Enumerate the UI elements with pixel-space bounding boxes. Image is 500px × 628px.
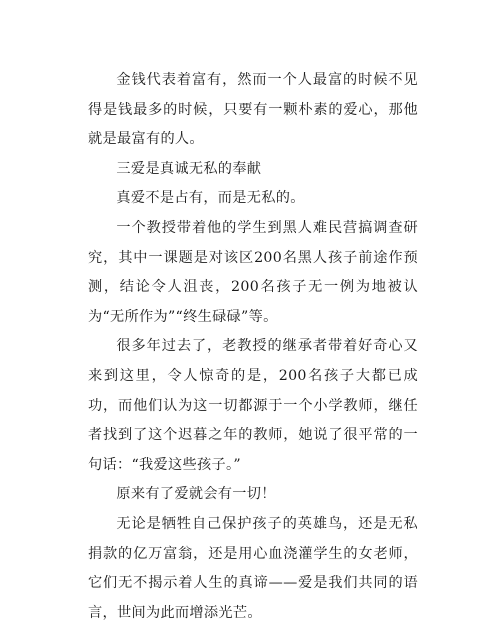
paragraph-professor-study: 一个教授带着他的学生到黑人难民营搞调查研究，其中一课题是对该区200名黑人孩子前途作预测，结论令人沮丧，200名孩子无一例为地被认为“无所作为”“终生碌碌”等。 xyxy=(88,219,418,325)
paragraph-love-everything: 原来有了爱就会有一切！ xyxy=(116,486,276,503)
paragraph-years-later: 很多年过去了，老教授的继承者带着好奇心又来到这里，令人惊奇的是，200名孩子大都已成功，而他们认为这一切都源于一个小学教师，继任者找到了这个迟暮之年的教师，她说了很平常的一句话：“我爱这些孩子。” xyxy=(88,338,418,473)
document-body xyxy=(88,66,418,628)
paragraph-heading-love: 三爱是真诚无私的奉献 xyxy=(116,160,262,177)
paragraph-wealth: 金钱代表着富有，然而一个人最富的时候不见得是钱最多的时候，只要有一颗朴素的爱心，那他就是最富有的人。 xyxy=(88,72,418,148)
paragraph-conclusion: 无论是牺牲自己保护孩子的英雄鸟，还是无私捐款的亿万富翁，还是用心血浇灌学生的女老师，它们无不揭示着人生的真谛——爱是我们共同的语言，世间为此而增添光芒。 xyxy=(88,515,418,621)
paragraph-true-love: 真爱不是占有，而是无私的。 xyxy=(116,190,305,207)
